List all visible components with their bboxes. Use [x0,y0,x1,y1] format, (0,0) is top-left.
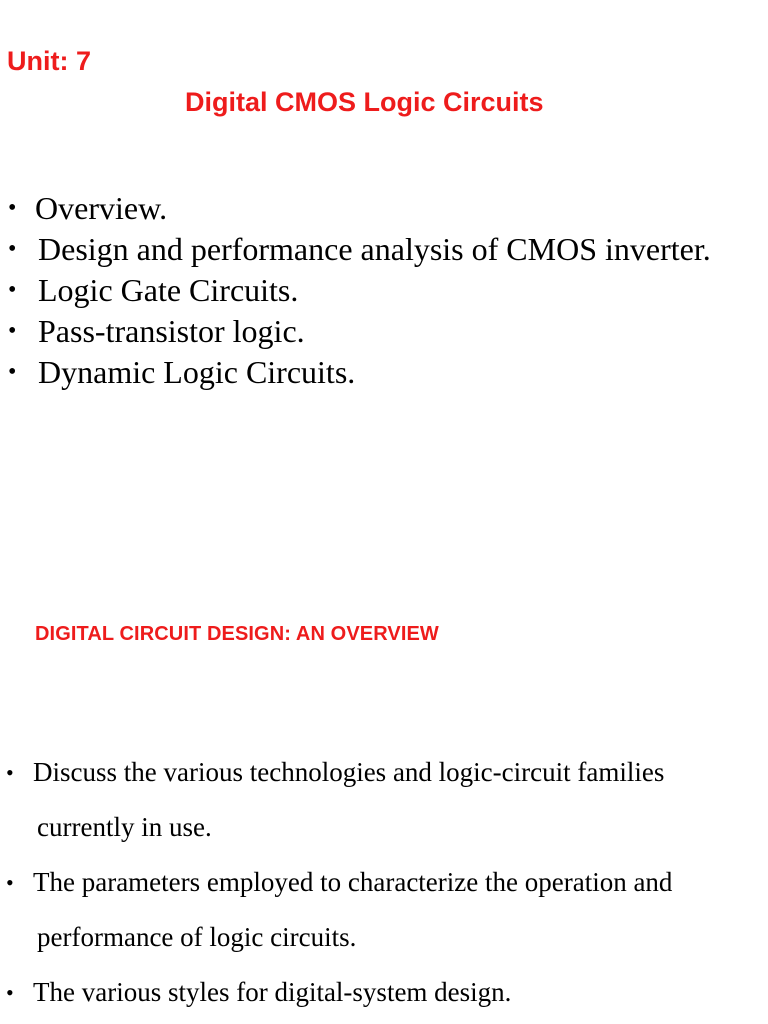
bullet-icon: • [6,980,14,1005]
bullet-icon: • [8,195,17,221]
list-item [0,311,711,352]
list-item-text: Discuss the various technologies and logic-circuit families [33,757,665,787]
bullet-icon: • [8,277,17,303]
list-item [0,965,672,1020]
page-title: Digital CMOS Logic Circuits [185,87,544,117]
list-item [0,188,711,229]
list-item [0,270,711,311]
list-item-text: Pass-transistor logic. [38,313,305,349]
list-item [0,352,711,393]
list-item [0,745,672,800]
list-item-continuation: currently in use. [37,812,212,842]
list-item [0,855,672,910]
unit-label: Unit: 7 [7,46,91,76]
list-item-text: Overview. [35,190,168,226]
list-item-continuation: performance of logic circuits. [37,922,357,952]
bullet-icon: • [6,870,14,895]
bullet-icon: • [8,359,17,385]
bullet-icon: • [6,760,14,785]
bullet-icon: • [8,318,17,344]
list-item-text: Design and performance analysis of CMOS inverter. [38,231,711,267]
list-item-text: Logic Gate Circuits. [38,272,299,308]
list-item-text: The various styles for digital-system design. [33,977,512,1007]
list-item [0,229,711,270]
list-item-text: The parameters employed to characterize the operation and [33,867,673,897]
section-heading: DIGITAL CIRCUIT DESIGN: AN OVERVIEW [35,623,439,645]
topic-list [0,188,711,393]
bullet-icon: • [8,236,17,262]
overview-list [0,745,672,1020]
list-item-text: Dynamic Logic Circuits. [38,354,356,390]
